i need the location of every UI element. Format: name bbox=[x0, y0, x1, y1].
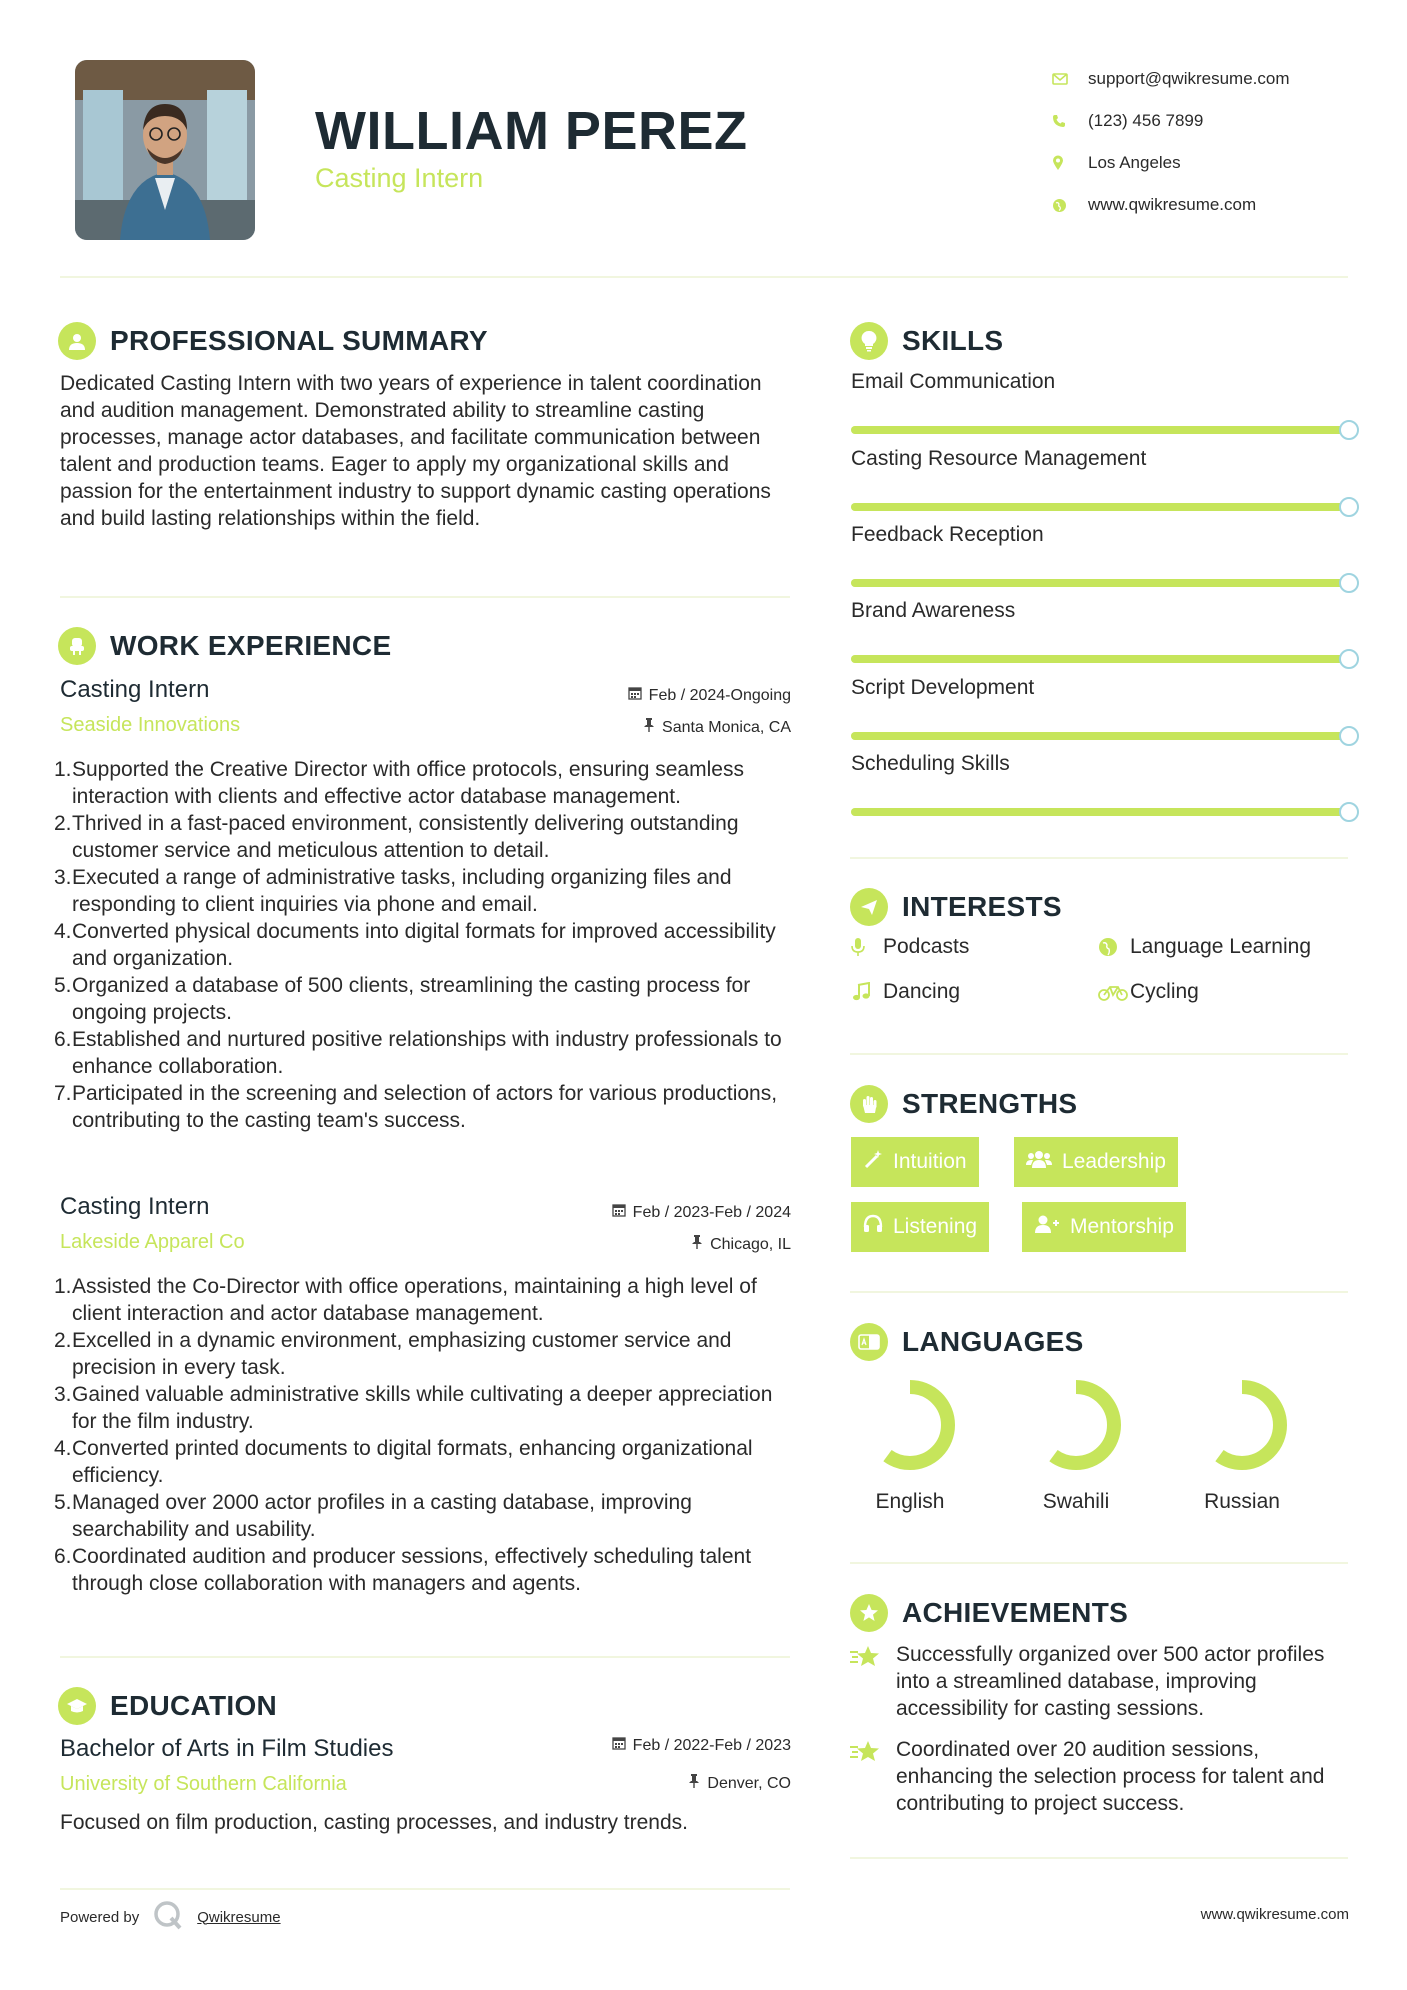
globe-icon bbox=[1098, 937, 1130, 957]
skills-heading: SKILLS bbox=[850, 322, 1003, 360]
headphones-icon bbox=[863, 1214, 883, 1240]
skill-item: Brand Awareness bbox=[851, 599, 1359, 663]
calendar-icon bbox=[612, 1203, 626, 1222]
calendar-icon bbox=[612, 1736, 626, 1755]
skill-item: Feedback Reception bbox=[851, 523, 1359, 587]
contact-location: Los Angeles bbox=[1052, 142, 1382, 184]
interests-heading: INTERESTS bbox=[850, 888, 1062, 926]
skill-knob bbox=[1339, 802, 1359, 822]
job-dates: Feb / 2023-Feb / 2024 bbox=[612, 1203, 791, 1222]
star-badge-icon bbox=[850, 1594, 888, 1632]
contact-list bbox=[1052, 58, 1382, 226]
skill-knob bbox=[1339, 726, 1359, 746]
briefcase-icon bbox=[58, 627, 96, 665]
education-location: Denver, CO bbox=[688, 1774, 791, 1793]
qwikresume-logo-icon bbox=[153, 1900, 183, 1934]
user-plus-icon bbox=[1034, 1214, 1060, 1240]
skill-bar bbox=[851, 732, 1359, 740]
strengths-heading: STRENGTHS bbox=[850, 1085, 1077, 1123]
education-description: Focused on film production, casting processes, and industry trends. bbox=[60, 1811, 688, 1834]
language-item: English bbox=[830, 1375, 990, 1514]
footer-url[interactable]: www.qwikresume.com bbox=[1200, 1906, 1349, 1923]
phone-icon bbox=[1052, 114, 1088, 128]
list-item: 1. Assisted the Co-Director with office operations, maintaining a high level of client interaction and actor database management. bbox=[54, 1275, 757, 1325]
job-location: Santa Monica, CA bbox=[643, 718, 791, 737]
magic-wand-icon bbox=[863, 1149, 883, 1175]
list-item: 6. Coordinated audition and producer sessions, effectively scheduling talent through close collaboration with managers and agents. bbox=[54, 1545, 752, 1595]
job-bullets bbox=[54, 756, 799, 1134]
pin-icon bbox=[688, 1774, 700, 1793]
star-icon bbox=[850, 1641, 896, 1722]
list-item: 3. Gained valuable administrative skills while cultivating a deeper appreciation for the film industry. bbox=[54, 1383, 773, 1433]
education-dates: Feb / 2022-Feb / 2023 bbox=[612, 1736, 791, 1755]
summary-text: Dedicated Casting Intern with two years of experience in talent coordination and audition management. Demonstrated ability to streamline casting processes, manage actor databases, and facilitate communication between talent and production teams. Eager to apply my organizational skills and passion for the entertainment industry to support dynamic casting operations and build lasting relationships within the field. bbox=[60, 372, 771, 530]
language-level-ring bbox=[860, 1375, 960, 1475]
job-title: Casting Intern bbox=[60, 676, 210, 703]
profile-photo bbox=[75, 60, 255, 240]
music-note-icon bbox=[851, 982, 883, 1002]
graduation-cap-icon bbox=[58, 1687, 96, 1725]
languages-heading: LANGUAGES bbox=[850, 1323, 1084, 1361]
skill-bar bbox=[851, 579, 1359, 587]
skill-item: Casting Resource Management bbox=[851, 447, 1359, 511]
skill-item: Script Development bbox=[851, 676, 1359, 740]
languages-divider bbox=[850, 1562, 1348, 1564]
contact-website[interactable]: www.qwikresume.com bbox=[1052, 184, 1382, 226]
globe-icon bbox=[1052, 198, 1088, 213]
bicycle-icon bbox=[1098, 983, 1130, 1001]
skill-knob bbox=[1339, 649, 1359, 669]
microphone-icon bbox=[851, 937, 883, 957]
user-icon bbox=[58, 322, 96, 360]
interest-item: Dancing bbox=[851, 980, 960, 1004]
skill-item: Email Communication bbox=[851, 370, 1359, 434]
company-name: Lakeside Apparel Co bbox=[60, 1231, 245, 1253]
list-item: 2. Excelled in a dynamic environment, emphasizing customer service and precision in every task. bbox=[54, 1329, 732, 1379]
job-title: Casting Intern bbox=[60, 1193, 210, 1220]
achievement-item: Coordinated over 20 audition sessions, enhancing the selection process for talent and contributing to project success. bbox=[850, 1736, 1350, 1817]
skill-knob bbox=[1339, 573, 1359, 593]
language-item: Swahili bbox=[996, 1375, 1156, 1514]
skill-bar bbox=[851, 426, 1359, 434]
language-level-ring bbox=[1026, 1375, 1126, 1475]
list-item: 4. Converted physical documents into digital formats for improved accessibility and organization. bbox=[54, 920, 776, 970]
summary-heading: PROFESSIONAL SUMMARY bbox=[58, 322, 488, 360]
list-item: 1. Supported the Creative Director with office protocols, ensuring seamless interaction with clients and effective actor database management. bbox=[54, 758, 744, 808]
interests-divider bbox=[850, 1053, 1348, 1055]
candidate-role: Casting Intern bbox=[315, 163, 484, 193]
contact-email[interactable]: support@qwikresume.com bbox=[1052, 58, 1382, 100]
qwikresume-link[interactable]: Qwikresume bbox=[197, 1908, 281, 1926]
strength-tag: Leadership bbox=[1014, 1137, 1178, 1187]
skill-fill bbox=[851, 655, 1349, 663]
list-item: 7. Participated in the screening and selection of actors for various productions, contributing to the casting team's success. bbox=[54, 1082, 778, 1132]
language-level-ring bbox=[1192, 1375, 1292, 1475]
envelope-icon bbox=[1052, 73, 1088, 85]
achievement-item: Successfully organized over 500 actor profiles into a streamlined database, improving accessibility for casting sessions. bbox=[850, 1641, 1350, 1722]
list-item: 4. Converted printed documents to digital formats, enhancing organizational efficiency. bbox=[54, 1437, 753, 1487]
star-icon bbox=[850, 1736, 896, 1817]
achievements-heading: ACHIEVEMENTS bbox=[850, 1594, 1128, 1632]
skill-fill bbox=[851, 732, 1349, 740]
language-icon bbox=[850, 1323, 888, 1361]
header-divider bbox=[60, 276, 1348, 278]
list-item: 3. Executed a range of administrative tasks, including organizing files and responding to client inquiries via phone and email. bbox=[54, 866, 732, 916]
interest-item: Podcasts bbox=[851, 935, 969, 959]
list-item: 2. Thrived in a fast-paced environment, consistently delivering outstanding customer service and meticulous attention to detail. bbox=[54, 812, 739, 862]
school-name: University of Southern California bbox=[60, 1773, 347, 1795]
calendar-icon bbox=[628, 686, 642, 705]
hand-icon bbox=[850, 1085, 888, 1123]
interest-item: Cycling bbox=[1098, 980, 1199, 1004]
strength-tag: Intuition bbox=[851, 1137, 979, 1187]
job-bullets bbox=[54, 1273, 799, 1597]
lightbulb-icon bbox=[850, 322, 888, 360]
degree-name: Bachelor of Arts in Film Studies bbox=[60, 1735, 394, 1762]
company-name: Seaside Innovations bbox=[60, 714, 241, 736]
language-item: Russian bbox=[1162, 1375, 1322, 1514]
candidate-name: WILLIAM PEREZ bbox=[315, 101, 748, 161]
skill-bar bbox=[851, 655, 1359, 663]
skill-bar bbox=[851, 503, 1359, 511]
skill-fill bbox=[851, 503, 1349, 511]
job-location: Chicago, IL bbox=[691, 1235, 791, 1254]
interest-item: Language Learning bbox=[1098, 935, 1311, 959]
achievements-divider bbox=[850, 1857, 1348, 1859]
skill-fill bbox=[851, 579, 1349, 587]
skill-fill bbox=[851, 426, 1349, 434]
skill-knob bbox=[1339, 497, 1359, 517]
list-item: 5. Organized a database of 500 clients, streamlining the casting process for ongoing projects. bbox=[54, 974, 751, 1024]
summary-divider bbox=[60, 596, 790, 598]
pin-icon bbox=[643, 718, 655, 737]
strength-tag: Mentorship bbox=[1022, 1202, 1186, 1252]
skill-knob bbox=[1339, 420, 1359, 440]
job-dates: Feb / 2024-Ongoing bbox=[628, 686, 791, 705]
experience-heading: WORK EXPERIENCE bbox=[58, 627, 391, 665]
footer-divider bbox=[60, 1888, 790, 1890]
footer-powered-by: Powered by Qwikresume bbox=[60, 1900, 281, 1934]
strengths-divider bbox=[850, 1291, 1348, 1293]
contact-phone[interactable]: (123) 456 7899 bbox=[1052, 100, 1382, 142]
skill-item: Scheduling Skills bbox=[851, 752, 1359, 816]
list-item: 6. Established and nurtured positive relationships with industry professionals to enhance collaboration. bbox=[54, 1028, 782, 1078]
paper-plane-icon bbox=[850, 888, 888, 926]
experience-divider bbox=[60, 1656, 790, 1658]
strength-tag: Listening bbox=[851, 1202, 989, 1252]
skill-fill bbox=[851, 808, 1349, 816]
map-pin-icon bbox=[1052, 155, 1088, 171]
skill-bar bbox=[851, 808, 1359, 816]
skills-divider bbox=[850, 857, 1348, 859]
users-icon bbox=[1026, 1149, 1052, 1175]
list-item: 5. Managed over 2000 actor profiles in a casting database, improving searchability and usability. bbox=[54, 1491, 692, 1541]
pin-icon bbox=[691, 1235, 703, 1254]
education-heading: EDUCATION bbox=[58, 1687, 277, 1725]
